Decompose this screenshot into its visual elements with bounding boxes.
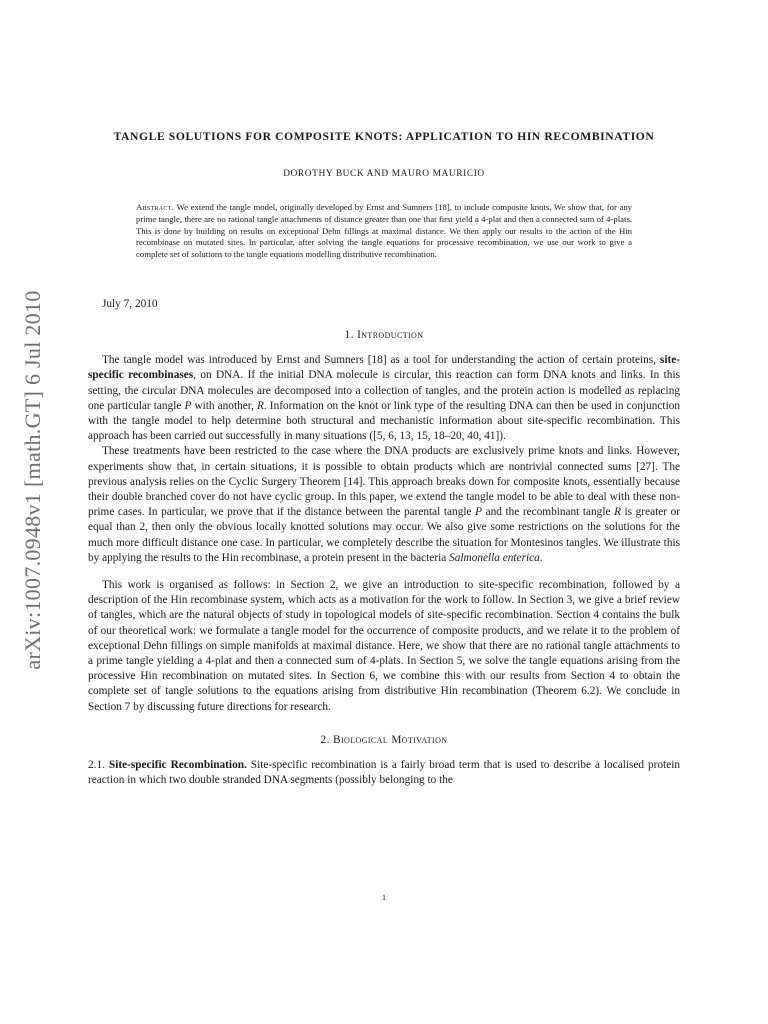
math-variable: R (614, 506, 621, 519)
text-span: . (539, 551, 543, 564)
text-span: . Information on the knot or link type of the resulting DNA can then be used in conjunction with the tangle model to help determine both structural and mechanistic information about site-specific recombination. This approach has been carried out successfully in many situations ([5, 6, 13, 15, 18–20, 40, 41]). (88, 399, 681, 443)
text-span: These treatments have been restricted to the case where the DNA products are exclusively prime knots and links. However, experiments show that, in certain situations, it is possible to obtain products which are nontrivial connected sums [27]. The previous analysis relies on the Cyclic Surgery Theorem [14]. This approach breaks down for composite knots, essentially because their double branched cover do not have cyclic group. In this paper, we extend the tangle model to be able to deal with these non-prime cases. In particular, we prove that if the distance between the parental tangle (88, 445, 680, 519)
text-span: The tangle model was introduced by Ernst and Sumners [18] as a tool for understanding the action of certain proteins, (102, 354, 656, 367)
math-variable: P (475, 506, 482, 519)
paper-authors: DOROTHY BUCK AND MAURO MAURICIO (283, 169, 485, 179)
abstract-text: We extend the tangle model, originally developed by Ernst and Sumners [18], to include composite knots. We show that, for any prime tangle, there are no rational tangle attachments of distance greater than one that first yield a 4-plat and then a connected sum of 4-plats. This is done by building on results on exceptional Dehn fillings at maximal distance. We then apply our results to the action of the Hin recombinase on mutated sites. In particular, after solving the tangle equations for processive recombination, we use our work to give a complete set of solutions to the tangle equations modelling distributive recombination. (136, 202, 633, 260)
paper-date: July 7, 2010 (102, 297, 158, 310)
math-variable: R (256, 399, 264, 412)
intro-paragraph-2 (88, 444, 680, 566)
abstract (136, 202, 632, 261)
section-heading-biological-motivation: 2. Biological Motivation (320, 733, 448, 746)
abstract-label: Abstract. (136, 202, 175, 213)
intro-paragraph-3: This work is organised as follows: in Section 2, we give an introduction to site-specific recombination, followed by a description of the Hin recombinase system, which acts as a motivation for the work to follow. In Section 3, we give a brief review of tangles, which are the natural objects of study in topological models of site-specific recombination. Section 4 contains the bulk of our theoretical work: we formulate a tangle model for the occurrence of composite products, and we relate it to the problem of exceptional Dehn fillings on simple manifolds at maximal distance. Here, we show that there are no rational tangle attachments to a prime tangle yielding a 4-plat and then a connected sum of 4-plats. In Section 5, we solve the tangle equations arising from the processive Hin recombination on mutated sites. In Section 6, we combine this with our results from Section 4 to obtain the complete set of tangle solutions to the equations arising from distributive Hin recombination (Theorem 6.2). We conclude in Section 7 by discussing future directions for research. (88, 578, 680, 713)
section-heading-introduction: 1. Introduction (344, 328, 424, 341)
subsection-site-specific-recombination (88, 758, 680, 788)
arxiv-sidebar (6, 270, 60, 690)
subsection-text: Site-specific recombination is a fairly broad term that is used to describe a localised protein reaction in which two double stranded DNA segments (possibly belonging to the (88, 759, 680, 787)
text-span: is greater or equal than 2, then only the obvious locally knotted solutions may occur. We also give some restrictions on the solutions for the much more difficult distance one case. In particular, we completely describe the situation for Montesinos tangles. We illustrate this by applying the results to the Hin recombinase, a protein present in the bacteria (88, 506, 680, 564)
arxiv-identifier: arXiv:1007.0948v1 [math.GT] 6 Jul 2010 (20, 290, 45, 670)
subsection-number: 2.1. (88, 759, 105, 771)
text-span: with another, (194, 399, 254, 412)
paper-page (88, 128, 680, 788)
math-variable: P (184, 399, 192, 412)
intro-paragraph-1 (88, 353, 680, 444)
species-name: Salmonella enterica (449, 551, 540, 564)
text-span: , on DNA. If the initial DNA molecule is circular, this reaction can form DNA knots and links. In this setting, the circular DNA molecules are decomposed into a collection of tangles, and the protein action is modelled as replacing one particular tangle (88, 369, 680, 412)
subsection-title: Site-specific Recombination. (108, 759, 247, 771)
paper-title: TANGLE SOLUTIONS FOR COMPOSITE KNOTS: APPLICATION TO HIN RECOMBINATION (113, 130, 655, 143)
page-number: 1 (382, 893, 386, 902)
text-span: and the recombinant tangle (485, 506, 611, 519)
bold-term: site-specific recombinases (88, 354, 680, 382)
